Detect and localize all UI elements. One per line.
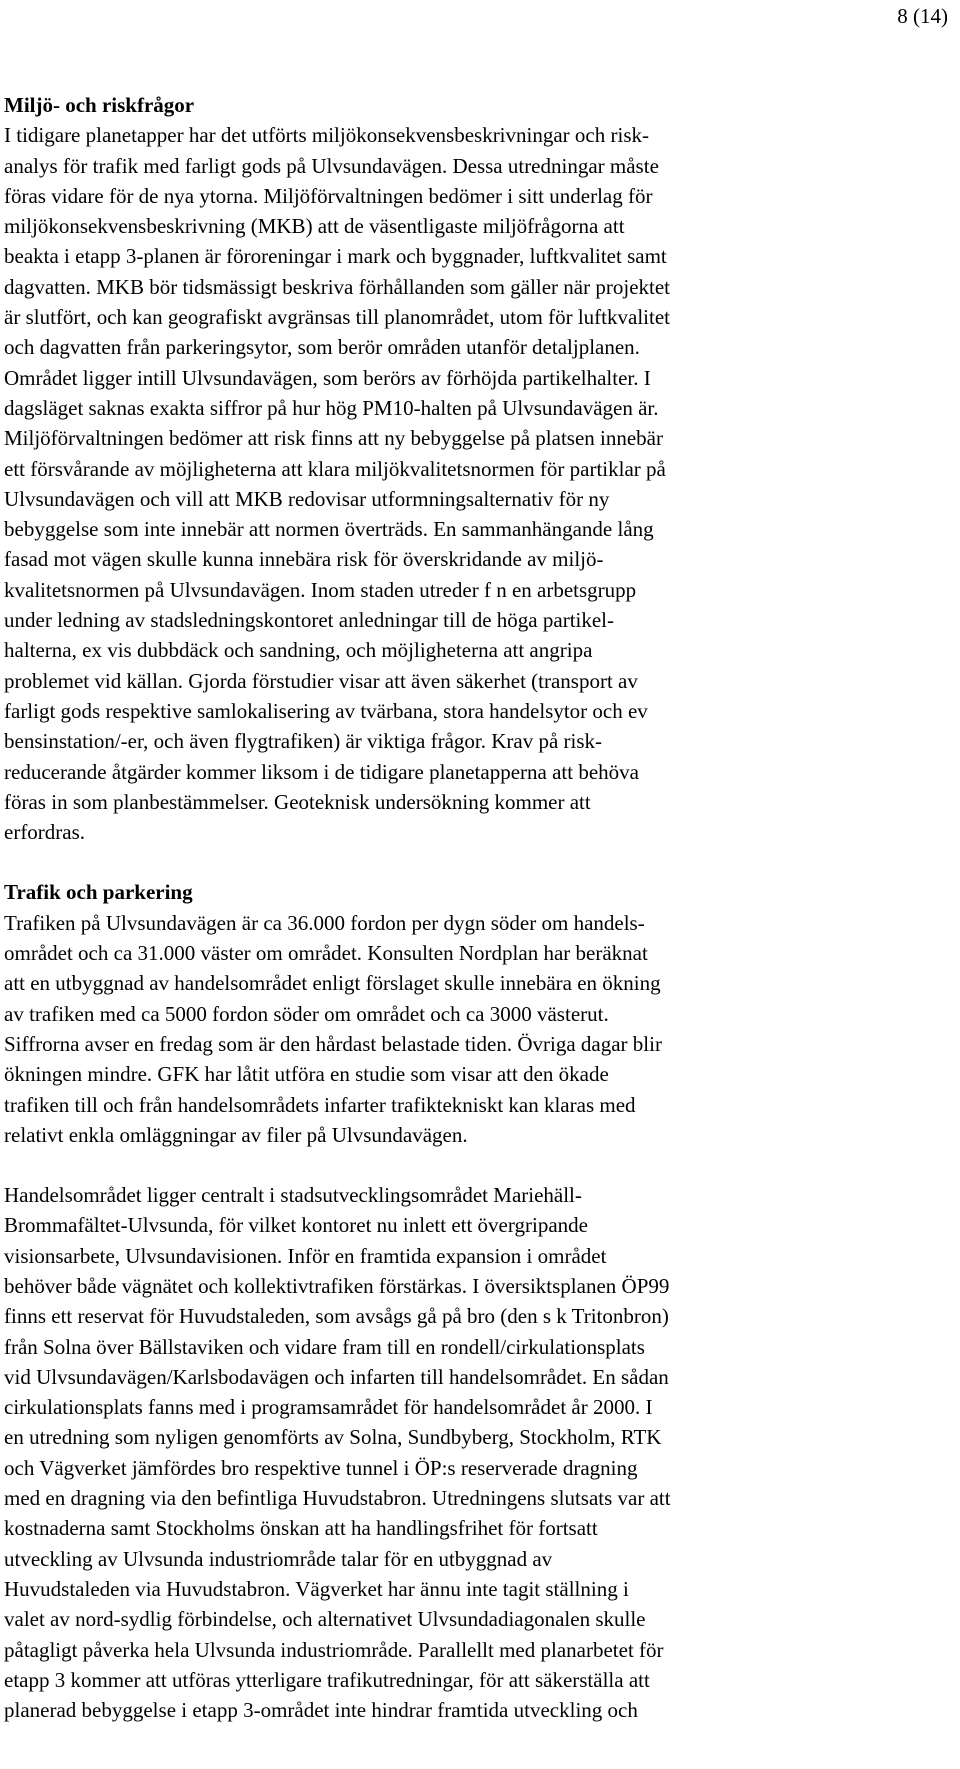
text-line: fasad mot vägen skulle kunna innebära risk för överskridande av miljö-: [4, 547, 604, 572]
text-line: analys för trafik med farligt gods på Ulvsundavägen. Dessa utredningar måste: [4, 153, 659, 178]
text-line: bebyggelse som inte innebär att normen överträds. En sammanhängande lång: [4, 517, 654, 542]
text-line: trafiken till och från handelsområdets infarter trafiktekniskt kan klaras med: [4, 1092, 636, 1117]
text-line: beakta i etapp 3-planen är föroreningar i mark och byggnader, luftkvalitet samt: [4, 244, 667, 269]
text-line: problemet vid källan. Gjorda förstudier visar att även säkerhet (transport av: [4, 668, 638, 693]
paragraph: [4, 120, 874, 847]
document-body: [4, 90, 874, 1725]
text-line: Handelsområdet ligger centralt i stadsutvecklingsområdet Mariehäll-: [4, 1183, 582, 1208]
text-line: valet av nord-sydlig förbindelse, och alternativet Ulvsundadiagonalen skulle: [4, 1607, 646, 1632]
text-line: Huvudstaleden via Huvudstabron. Vägverket har ännu inte tagit ställning i: [4, 1576, 629, 1601]
text-line: farligt gods respektive samlokalisering av tvärbana, stora handelsytor och ev: [4, 698, 648, 723]
text-line: området och ca 31.000 väster om området. Konsulten Nordplan har beräknat: [4, 941, 648, 966]
text-line: visionsarbete, Ulvsundavisionen. Inför en framtida expansion i området: [4, 1243, 607, 1268]
text-line: halterna, ex vis dubbdäck och sandning, och möjligheterna att angripa: [4, 638, 593, 663]
text-line: etapp 3 kommer att utföras ytterligare trafikutredningar, för att säkerställa att: [4, 1667, 650, 1692]
text-line: kostnaderna samt Stockholms önskan att ha handlingsfrihet för fortsatt: [4, 1516, 598, 1541]
text-line: vid Ulvsundavägen/Karlsbodavägen och infarten till handelsområdet. En sådan: [4, 1364, 669, 1389]
section-1: [4, 877, 874, 1725]
section-0: [4, 90, 874, 847]
text-line: ett försvårande av möjligheterna att klara miljökvalitetsnormen för partiklar på: [4, 456, 666, 481]
text-line: kvalitetsnormen på Ulvsundavägen. Inom staden utreder f n en arbetsgrupp: [4, 577, 637, 602]
text-line: miljökonsekvensbeskrivning (MKB) att de väsentligaste miljöfrågorna att: [4, 214, 625, 239]
text-line: behöver både vägnätet och kollektivtrafiken förstärkas. I översiktsplanen ÖP99: [4, 1273, 670, 1298]
text-line: utveckling av Ulvsunda industriområde talar för en utbyggnad av: [4, 1546, 553, 1571]
text-line: att en utbyggnad av handelsområdet enligt förslaget skulle innebära en ökning: [4, 971, 661, 996]
text-line: är slutfört, och kan geografiskt avgränsas till planområdet, utom för luftkvalitet: [4, 305, 670, 330]
text-line: av trafiken med ca 5000 fordon söder om området och ca 3000 västerut.: [4, 1001, 609, 1026]
text-line: Miljöförvaltningen bedömer att risk finns att ny bebyggelse på platsen innebär: [4, 426, 663, 451]
text-line: ökningen mindre. GFK har låtit utföra en studie som visar att den ökade: [4, 1062, 609, 1087]
text-line: planerad bebyggelse i etapp 3-området inte hindrar framtida utveckling och: [4, 1698, 638, 1723]
text-line: påtagligt påverka hela Ulvsunda industriområde. Parallellt med planarbetet för: [4, 1637, 664, 1662]
text-line: föras in som planbestämmelser. Geoteknisk undersökning kommer att: [4, 789, 591, 814]
text-line: finns ett reservat för Huvudstaleden, som avsågs gå på bro (den s k Tritonbron): [4, 1304, 669, 1329]
text-line: en utredning som nyligen genomförts av Solna, Sundbyberg, Stockholm, RTK: [4, 1425, 662, 1450]
text-line: med en dragning via den befintliga Huvudstabron. Utredningens slutsats var att: [4, 1486, 671, 1511]
section-heading: Trafik och parkering: [4, 880, 193, 905]
text-line: föras vidare för de nya ytorna. Miljöförvaltningen bedömer i sitt underlag för: [4, 183, 653, 208]
paragraph: [4, 908, 874, 1150]
paragraph: [4, 1180, 874, 1725]
text-line: bensinstation/-er, och även flygtrafiken) är viktiga frågor. Krav på risk-: [4, 729, 603, 754]
text-line: och dagvatten från parkeringsytor, som berör områden utanför detaljplanen.: [4, 335, 640, 360]
text-line: I tidigare planetapper har det utförts miljökonsekvensbeskrivningar och risk-: [4, 123, 649, 148]
text-line: relativt enkla omläggningar av filer på Ulvsundavägen.: [4, 1122, 468, 1147]
text-line: dagsläget saknas exakta siffror på hur hög PM10-halten på Ulvsundavägen är.: [4, 395, 659, 420]
text-line: Siffrorna avser en fredag som är den hårdast belastade tiden. Övriga dagar blir: [4, 1031, 662, 1056]
text-line: reducerande åtgärder kommer liksom i de tidigare planetapperna att behöva: [4, 759, 639, 784]
text-line: dagvatten. MKB bör tidsmässigt beskriva förhållanden som gäller när projektet: [4, 274, 671, 299]
text-line: och Vägverket jämfördes bro respektive tunnel i ÖP:s reserverade dragning: [4, 1455, 638, 1480]
text-line: Ulvsundavägen och vill att MKB redovisar utformningsalternativ för ny: [4, 486, 610, 511]
page-number: 8 (14): [897, 4, 948, 28]
text-line: Området ligger intill Ulvsundavägen, som berörs av förhöjda partikelhalter. I: [4, 365, 651, 390]
section-heading: Miljö- och riskfrågor: [4, 93, 195, 117]
text-line: Trafiken på Ulvsundavägen är ca 36.000 fordon per dygn söder om handels-: [4, 910, 645, 935]
text-line: under ledning av stadsledningskontoret anledningar till de höga partikel-: [4, 608, 615, 633]
text-line: Brommafältet-Ulvsunda, för vilket kontoret nu inlett ett övergripande: [4, 1213, 588, 1238]
text-line: erfordras.: [4, 820, 86, 845]
text-line: cirkulationsplats fanns med i programsamrådet för handelsområdet år 2000. I: [4, 1395, 653, 1420]
text-line: från Solna över Bällstaviken och vidare fram till en rondell/cirkulationsplats: [4, 1334, 645, 1359]
